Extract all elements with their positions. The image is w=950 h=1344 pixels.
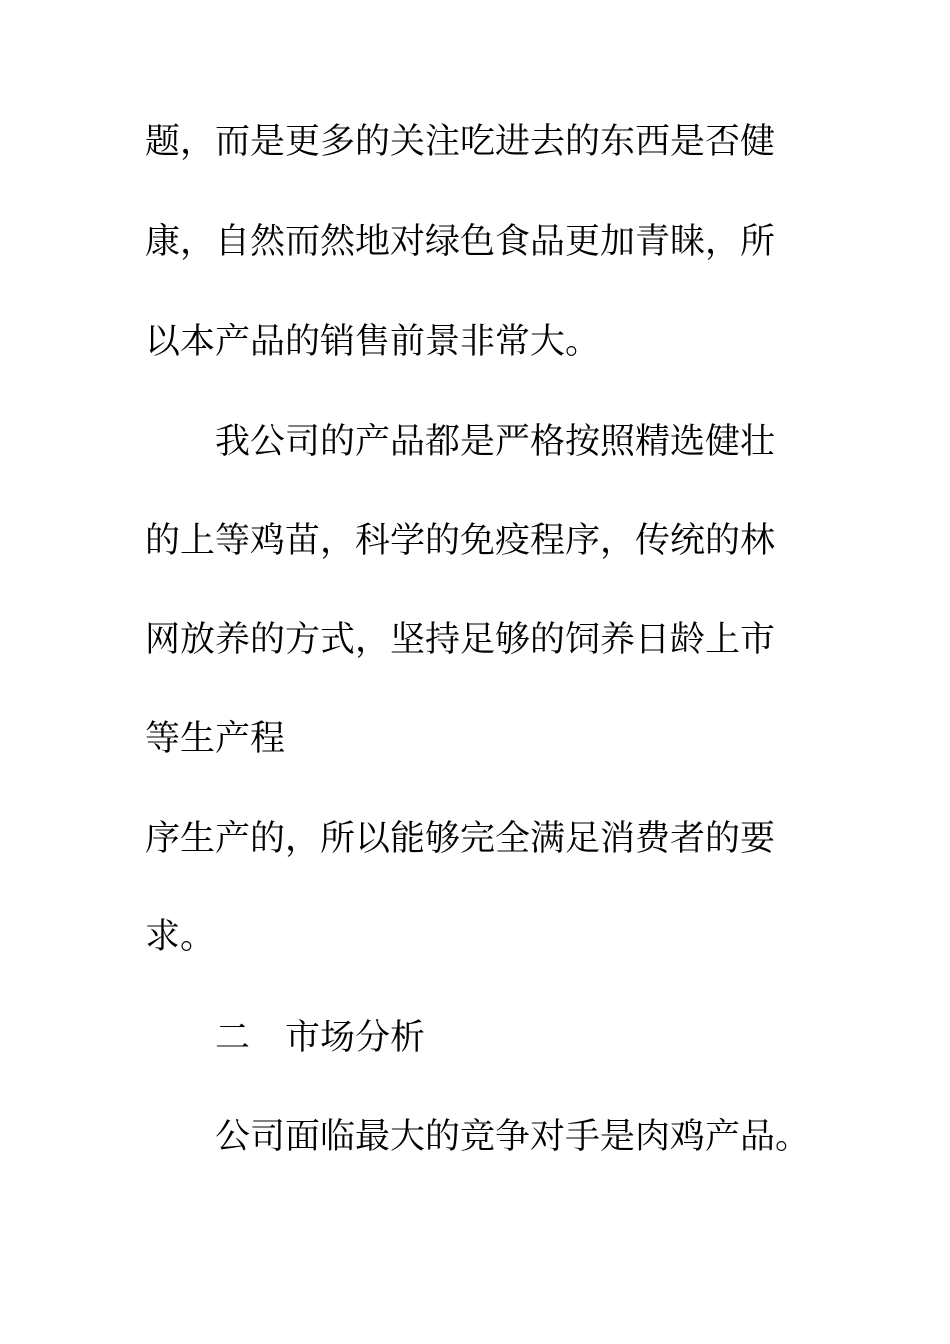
paragraph-line: 公司面临最大的竞争对手是肉鸡产品。 <box>215 1117 811 1157</box>
paragraph-line: 序生产的，所以能够完全满足消费者的要 <box>145 819 776 859</box>
paragraph-line: 网放养的方式，坚持足够的饲养日龄上市 <box>145 620 776 660</box>
paragraph-line: 等生产程 <box>145 719 286 759</box>
paragraph-line: 以本产品的销售前景非常大。 <box>145 322 601 362</box>
paragraph-line: 题，而是更多的关注吃进去的东西是否健 <box>145 122 776 162</box>
paragraph-line: 的上等鸡苗，科学的免疫程序，传统的林 <box>145 521 776 561</box>
section-heading-number: 二 <box>215 1018 251 1058</box>
section-heading-title: 市场分析 <box>285 1018 426 1058</box>
section-heading <box>215 1018 425 1058</box>
paragraph-line: 求。 <box>145 917 216 957</box>
paragraph-line: 我公司的产品都是严格按照精选健壮 <box>215 422 776 462</box>
paragraph-line: 康，自然而然地对绿色食品更加青睐，所 <box>145 222 776 262</box>
